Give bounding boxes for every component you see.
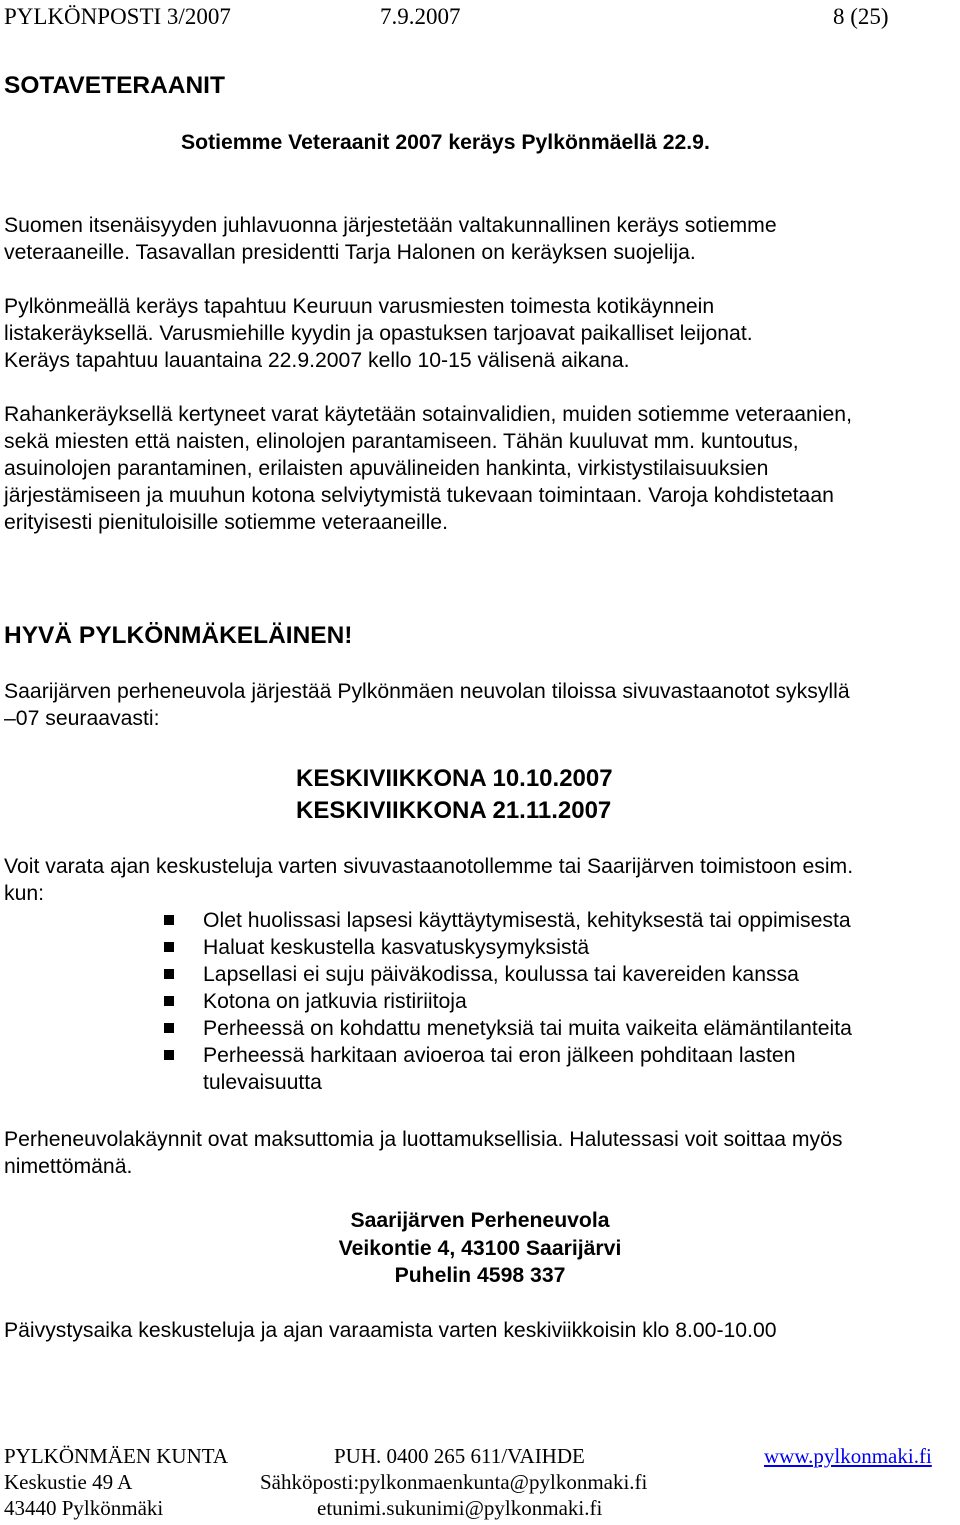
footer-contact bbox=[260, 1443, 647, 1521]
reasons-list bbox=[0, 907, 852, 1096]
text-line: erityisesti pienituloisille sotiemme veteraaneille. bbox=[4, 511, 448, 534]
text-line: Perheneuvolakäynnit ovat maksuttomia ja luottamuksellisia. Halutessasi voit soittaa myös bbox=[4, 1128, 843, 1151]
list-item bbox=[0, 934, 852, 961]
text-line: Keräys tapahtuu lauantaina 22.9.2007 kello 10-15 välisenä aikana. bbox=[4, 349, 630, 372]
footer-address bbox=[4, 1443, 228, 1521]
list-item-text: Lapsellasi ei suju päiväkodissa, koulussa tai kavereiden kanssa bbox=[203, 963, 799, 986]
paragraph-clinic bbox=[4, 678, 850, 732]
text-line: asuinolojen parantaminen, erilaisten apuvälineiden hankinta, virkistystilaisuuksien bbox=[4, 457, 769, 480]
text-line: sekä miesten että naisten, elinolojen parantamiseen. Tähän kuuluvat mm. kuntoutus, bbox=[4, 430, 799, 453]
footer-street: Keskustie 49 A bbox=[4, 1470, 133, 1494]
section-heading: HYVÄ PYLKÖNMÄKELÄINEN! bbox=[4, 622, 353, 649]
list-item-text: Perheessä on kohdattu menetyksiä tai muita vaikeita elämäntilanteita bbox=[203, 1017, 852, 1040]
date-line: KESKIVIIKKONA 10.10.2007 bbox=[296, 765, 613, 792]
website-link[interactable]: www.pylkonmaki.fi bbox=[764, 1444, 932, 1468]
paragraph-intro bbox=[4, 212, 777, 266]
list-item bbox=[0, 907, 852, 934]
text-line: Saarijärven perheneuvola järjestää Pylkönmäen neuvolan tiloissa sivuvastaanotot syksyllä bbox=[4, 680, 850, 703]
paragraph-hours: Päivystysaika keskusteluja ja ajan varaamista varten keskiviikkoisin klo 8.00-10.00 bbox=[4, 1319, 777, 1342]
paragraph-funds bbox=[4, 401, 852, 536]
bullet-square-icon bbox=[164, 1050, 174, 1060]
bullet-square-icon bbox=[164, 969, 174, 979]
list-item-text: Haluat keskustella kasvatuskysymyksistä bbox=[203, 936, 590, 959]
issue-date: 7.9.2007 bbox=[380, 4, 461, 29]
contact-address: Veikontie 4, 43100 Saarijärvi bbox=[338, 1236, 622, 1260]
bullet-square-icon bbox=[164, 996, 174, 1006]
contact-name: Saarijärven Perheneuvola bbox=[350, 1209, 610, 1232]
list-item-text: Olet huolissasi lapsesi käyttäytymisestä, kehityksestä tai oppimisesta bbox=[203, 909, 851, 932]
article-subtitle: Sotiemme Veteraanit 2007 keräys Pylkönmäellä 22.9. bbox=[181, 131, 710, 154]
text-line: Pylkönmeällä keräys tapahtuu Keuruun varusmiesten toimesta kotikäynnein bbox=[4, 295, 715, 318]
footer-phone: PUH. 0400 265 611/VAIHDE bbox=[334, 1444, 585, 1468]
list-item bbox=[0, 961, 852, 988]
publication-title: PYLKÖNPOSTI 3/2007 bbox=[4, 4, 231, 29]
list-item bbox=[0, 1042, 852, 1096]
paragraph-free bbox=[4, 1126, 842, 1180]
text-line: veteraaneille. Tasavallan presidentti Tarja Halonen on keräyksen suojelija. bbox=[4, 241, 696, 264]
text-line: nimettömänä. bbox=[4, 1155, 133, 1178]
footer-web bbox=[764, 1443, 932, 1469]
bullet-square-icon bbox=[164, 915, 174, 925]
section-title: SOTAVETERAANIT bbox=[4, 72, 225, 99]
footer-email-pattern: etunimi.sukunimi@pylkonmaki.fi bbox=[317, 1496, 603, 1520]
footer-org: PYLKÖNMÄEN KUNTA bbox=[4, 1444, 229, 1468]
text-line: järjestämiseen ja muuhun kotona selviytymistä tukevaan toimintaan. Varoja kohdistetaan bbox=[4, 484, 834, 507]
appointment-dates bbox=[296, 763, 613, 827]
date-line: KESKIVIIKKONA 21.11.2007 bbox=[296, 797, 612, 824]
text-line: listakeräyksellä. Varusmiehille kyydin ja opastuksen tarjoavat paikalliset leijonat. bbox=[4, 322, 753, 345]
page-number: 8 (25) bbox=[833, 4, 889, 29]
list-item-text: Kotona on jatkuvia ristiriitoja bbox=[203, 990, 467, 1013]
paragraph-collection bbox=[4, 293, 753, 374]
paragraph-booking bbox=[4, 853, 853, 907]
text-line: Suomen itsenäisyyden juhlavuonna järjestetään valtakunnallinen keräys sotiemme bbox=[4, 214, 777, 237]
text-line: Voit varata ajan keskusteluja varten sivuvastaanotollemme tai Saarijärven toimistoon esim. bbox=[4, 855, 854, 878]
text-line: Rahankeräyksellä kertyneet varat käytetään sotainvalidien, muiden sotiemme veteraanien, bbox=[4, 403, 852, 426]
footer-email-link[interactable]: Sähköposti:pylkonmaenkunta@pylkonmaki.fi bbox=[260, 1470, 648, 1494]
contact-phone: Puhelin 4598 337 bbox=[394, 1264, 566, 1287]
text-line: kun: bbox=[4, 882, 45, 905]
list-item bbox=[0, 1015, 852, 1042]
contact-block bbox=[0, 1207, 960, 1290]
bullet-square-icon bbox=[164, 942, 174, 952]
list-item bbox=[0, 988, 852, 1015]
list-item-text: tulevaisuutta bbox=[203, 1071, 322, 1094]
bullet-square-icon bbox=[164, 1023, 174, 1033]
list-item-text: Perheessä harkitaan avioeroa tai eron jälkeen pohditaan lasten bbox=[203, 1044, 796, 1067]
text-line: –07 seuraavasti: bbox=[4, 707, 160, 730]
footer-postal: 43440 Pylkönmäki bbox=[4, 1496, 164, 1520]
